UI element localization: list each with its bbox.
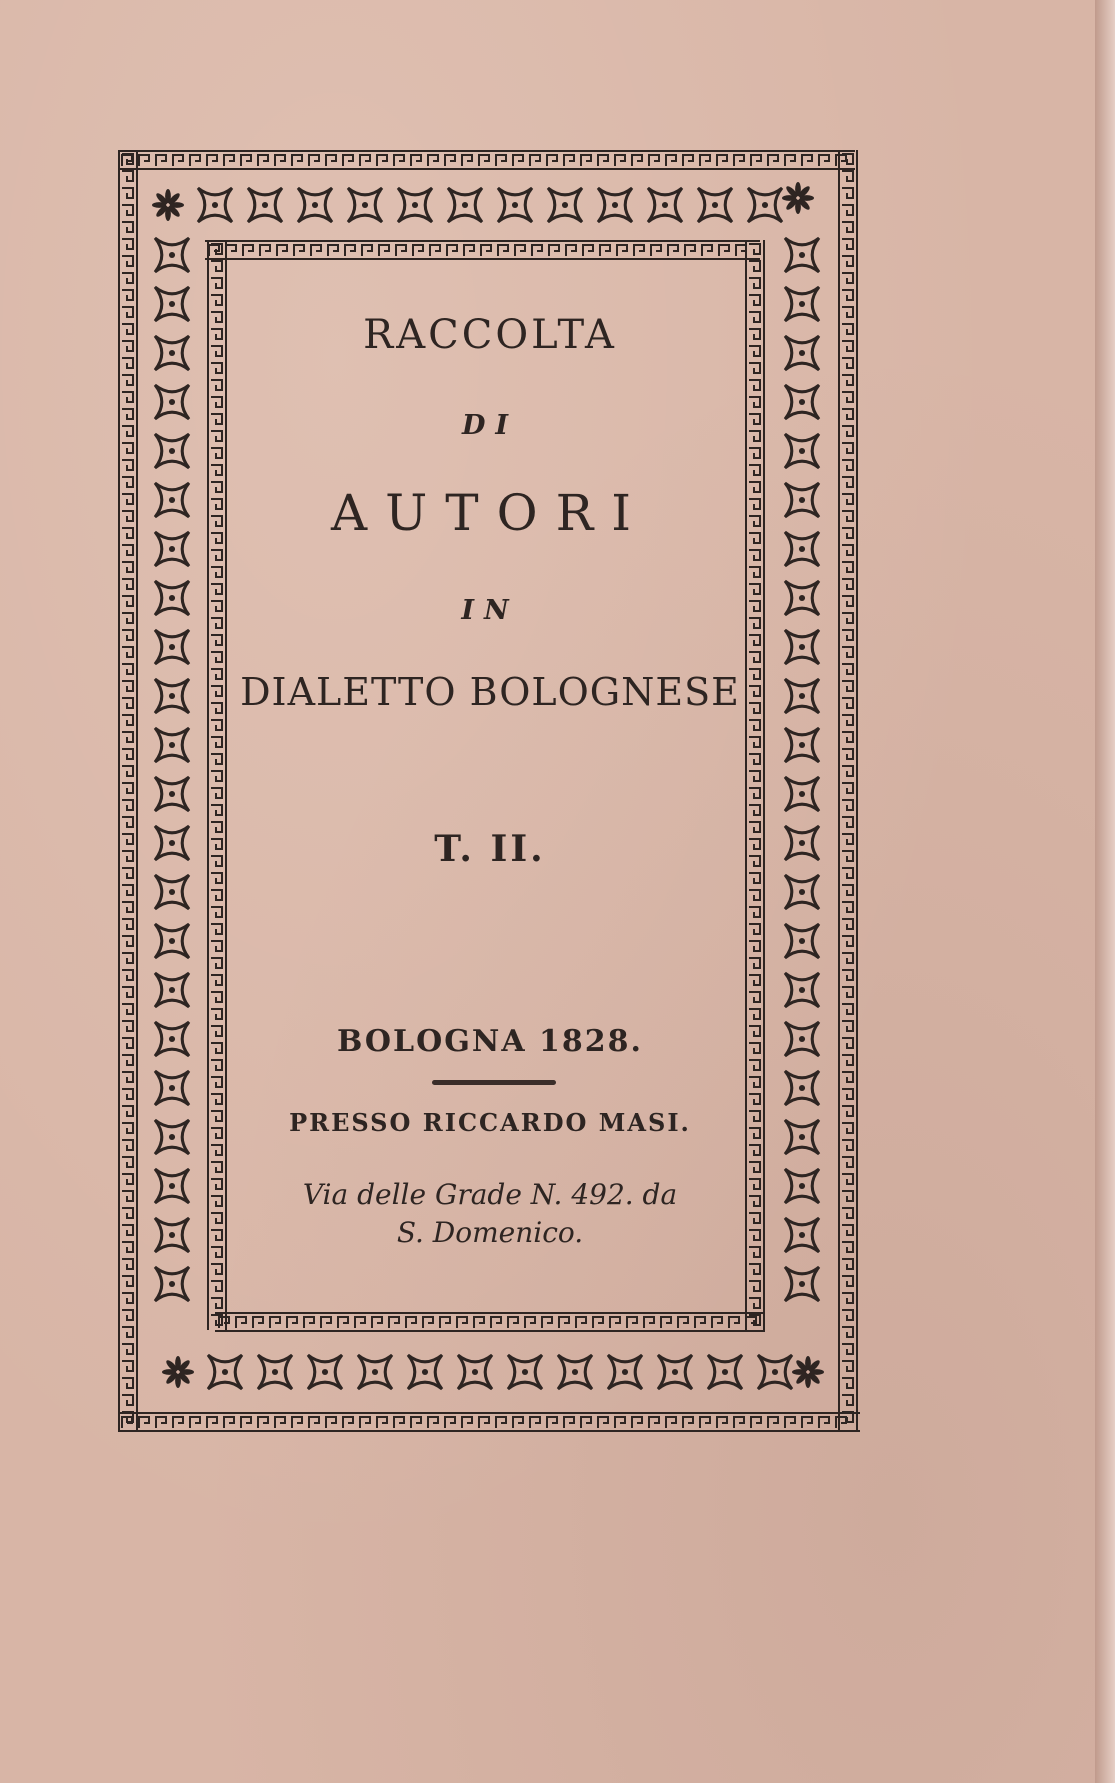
- outer-key-left: [119, 150, 137, 1430]
- fleuron: [785, 1267, 819, 1301]
- inner-key-right-of-left: [208, 240, 226, 1330]
- fleuron: [155, 679, 189, 713]
- fleuron: [155, 924, 189, 958]
- fleuron: [498, 188, 532, 222]
- fleuron: [548, 188, 582, 222]
- fleuron: [155, 434, 189, 468]
- fleuron: [658, 1355, 692, 1389]
- fleuron: [448, 188, 482, 222]
- fleuron: [155, 777, 189, 811]
- fleuron: [155, 1267, 189, 1301]
- fleuron: [155, 581, 189, 615]
- fleuron: [155, 336, 189, 370]
- printer-name: PRESSO RICCARDO MASI.: [289, 1108, 691, 1137]
- inner-key-top: [205, 241, 760, 259]
- fleuron: [155, 1022, 189, 1056]
- fleuron: [785, 728, 819, 762]
- fleuron: [155, 1218, 189, 1252]
- fleuron: [155, 826, 189, 860]
- fleuron: [155, 1120, 189, 1154]
- title-in: IN: [461, 595, 519, 626]
- fleuron: [785, 1169, 819, 1203]
- fleuron: [558, 1355, 592, 1389]
- fleuron: [155, 483, 189, 517]
- fleuron: [785, 973, 819, 1007]
- fleuron: [298, 188, 332, 222]
- fleuron: [508, 1355, 542, 1389]
- volume-number: T. II.: [434, 828, 546, 870]
- fleuron: [785, 581, 819, 615]
- inner-key-bottom: [215, 1313, 765, 1331]
- fleuron: [648, 188, 682, 222]
- fleuron: [785, 483, 819, 517]
- fleuron: [785, 287, 819, 321]
- fleuron: [608, 1355, 642, 1389]
- outer-key-right: [839, 150, 857, 1430]
- fleuron: [308, 1355, 342, 1389]
- outer-key-top: [118, 151, 855, 169]
- fleuron: [785, 875, 819, 909]
- fleuron: [785, 238, 819, 272]
- fleuron: [208, 1355, 242, 1389]
- fleuron: [785, 532, 819, 566]
- fleuron: [598, 188, 632, 222]
- fleuron: [785, 777, 819, 811]
- fleuron: [248, 188, 282, 222]
- fleuron: [785, 336, 819, 370]
- fleuron: [155, 238, 189, 272]
- fleuron: [785, 385, 819, 419]
- printer-address-line2: S. Domenico.: [396, 1216, 584, 1249]
- imprint-city-year: BOLOGNA 1828.: [337, 1024, 643, 1059]
- fleuron: [408, 1355, 442, 1389]
- fleuron: [155, 630, 189, 664]
- fleuron: [708, 1355, 742, 1389]
- rosette: [782, 182, 814, 214]
- rosette: [162, 1356, 194, 1388]
- title-di: DI: [461, 410, 519, 441]
- fleuron: [785, 1218, 819, 1252]
- fleuron: [155, 728, 189, 762]
- inner-key-left-of-right: [746, 240, 764, 1330]
- fleuron: [198, 188, 232, 222]
- fleuron: [155, 385, 189, 419]
- outer-key-bottom: [118, 1413, 860, 1431]
- rosette: [792, 1356, 824, 1388]
- fleuron: [785, 1022, 819, 1056]
- rosette: [152, 189, 184, 221]
- fleuron: [785, 1071, 819, 1105]
- fleuron: [258, 1355, 292, 1389]
- fleuron: [785, 826, 819, 860]
- fleuron: [155, 532, 189, 566]
- fleuron: [748, 188, 782, 222]
- fleuron: [398, 188, 432, 222]
- title-dialetto-bolognese: DIALETTO BOLOGNESE: [240, 670, 740, 714]
- fleuron: [155, 287, 189, 321]
- fleuron: [155, 1071, 189, 1105]
- title-raccolta: RACCOLTA: [363, 312, 617, 358]
- fleuron: [785, 630, 819, 664]
- fleuron: [155, 875, 189, 909]
- title-autori: AUTORI: [331, 484, 649, 542]
- fleuron: [698, 188, 732, 222]
- fleuron: [785, 434, 819, 468]
- fleuron: [458, 1355, 492, 1389]
- fleuron: [358, 1355, 392, 1389]
- fleuron: [785, 924, 819, 958]
- fleuron: [758, 1355, 792, 1389]
- printer-address-line1: Via delle Grade N. 492. da: [302, 1178, 678, 1211]
- divider-rule: [432, 1080, 556, 1085]
- fleuron: [155, 1169, 189, 1203]
- fleuron: [348, 188, 382, 222]
- fleuron: [155, 973, 189, 1007]
- fleuron: [785, 679, 819, 713]
- fleuron: [785, 1120, 819, 1154]
